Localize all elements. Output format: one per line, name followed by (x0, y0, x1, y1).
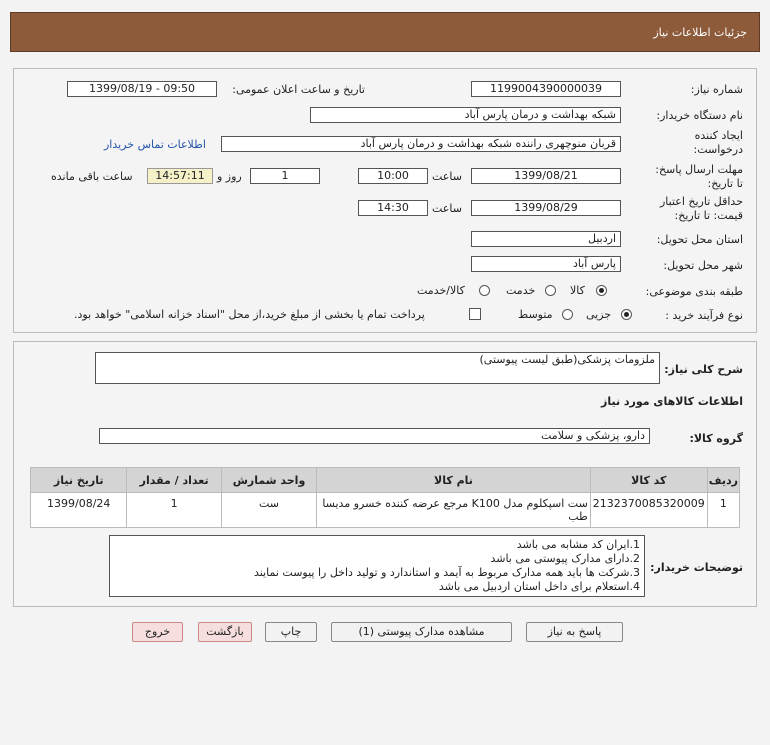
contact-buyer-link[interactable]: اطلاعات تماس خریدار (104, 138, 206, 151)
attachments-button[interactable]: مشاهده مدارک پیوستی (1) (331, 622, 512, 642)
category-radio-goods-service[interactable] (479, 285, 490, 296)
buyer-notes-label: توضیحات خریدار: (650, 561, 743, 574)
page-title: جزئیات اطلاعات نیاز (653, 26, 747, 39)
buyer-org-field: شبکه بهداشت و درمان پارس آباد (310, 107, 621, 123)
cell-qty: 1 (127, 493, 222, 528)
col-header-code: کد کالا (590, 468, 707, 493)
validity-time-label: ساعت (432, 202, 462, 215)
reply-button[interactable]: پاسخ به نیاز (526, 622, 623, 642)
page-header (10, 12, 760, 52)
process-radio-minor[interactable] (621, 309, 632, 320)
days-label: روز و (217, 170, 242, 183)
category-option-service: خدمت (506, 284, 536, 297)
process-option-medium: متوسط (518, 308, 553, 321)
category-label: طبقه بندی موضوعی: (645, 285, 743, 298)
treasury-checkbox[interactable] (469, 308, 481, 320)
cell-date: 1399/08/24 (31, 493, 127, 528)
province-label: استان محل تحویل: (656, 233, 743, 246)
city-field: پارس آباد (471, 256, 621, 272)
remaining-label: ساعت باقی مانده (51, 170, 133, 183)
city-label: شهر محل تحویل: (663, 259, 743, 272)
col-header-date: تاریخ نیاز (31, 468, 127, 493)
goods-info-title: اطلاعات کالاهای مورد نیاز (601, 395, 743, 408)
goods-group-label: گروه کالا: (689, 432, 743, 445)
category-radio-goods[interactable] (596, 285, 607, 296)
announce-label: تاریخ و ساعت اعلان عمومی: (232, 83, 365, 96)
days-field: 1 (250, 168, 320, 184)
note-line: 1.ایران کد مشابه می باشد (516, 538, 640, 551)
cell-code: 2132370085320009 (590, 493, 707, 528)
info-panel (13, 68, 757, 333)
creator-field: قربان منوچهری راننده شبکه بهداشت و درمان پارس آباد (221, 136, 621, 152)
province-field: اردبیل (471, 231, 621, 247)
category-option-goods: کالا (570, 284, 585, 297)
validity-label: حداقل تاریخ اعتبار قیمت: تا تاریخ: (659, 195, 743, 222)
col-header-unit: واحد شمارش (221, 468, 316, 493)
general-desc-label: شرح کلی نیاز: (664, 363, 743, 376)
cell-index: 1 (707, 493, 739, 528)
col-header-qty: تعداد / مقدار (127, 468, 222, 493)
back-button[interactable]: بازگشت (198, 622, 252, 642)
validity-date-field: 1399/08/29 (471, 200, 621, 216)
note-line: 4.استعلام برای داخل استان اردبیل می باشد (438, 580, 640, 593)
process-label: نوع فرآیند خرید : (665, 309, 743, 322)
goods-table (30, 467, 740, 528)
details-panel (13, 341, 757, 607)
creator-label: ایجاد کننده درخواست: (693, 129, 743, 156)
remaining-time-field: 14:57:11 (147, 168, 213, 184)
process-option-minor: جزیی (586, 308, 612, 321)
deadline-date-field: 1399/08/21 (471, 168, 621, 184)
need-number-label: شماره نیاز: (690, 83, 743, 96)
deadline-label: مهلت ارسال پاسخ: تا تاریخ: (655, 163, 743, 190)
note-line: 2.دارای مدارک پیوستی می باشد (490, 552, 640, 565)
validity-time-field: 14:30 (358, 200, 428, 216)
cell-unit: ست (221, 493, 316, 528)
col-header-name: نام کالا (317, 468, 591, 493)
print-button[interactable]: چاپ (265, 622, 317, 642)
table-row (31, 493, 740, 528)
buyer-notes-box (109, 535, 645, 597)
cell-name: ست اسپکلوم مدل K100 مرجع عرضه کننده خسرو مدیسا طب (317, 493, 591, 528)
col-header-index: ردیف (707, 468, 739, 493)
general-desc-field: ملزومات پزشکی(طبق لیست پیوستی) (95, 352, 660, 384)
process-radio-medium[interactable] (562, 309, 573, 320)
announce-field: 1399/08/19 - 09:50 (67, 81, 217, 97)
buyer-org-label: نام دستگاه خریدار: (656, 109, 743, 122)
exit-button[interactable]: خروج (132, 622, 183, 642)
deadline-time-field: 10:00 (358, 168, 428, 184)
payment-note: پرداخت تمام یا بخشی از مبلغ خرید،از محل "اسناد خزانه اسلامی" خواهد بود. (74, 308, 425, 321)
deadline-time-label: ساعت (432, 170, 462, 183)
goods-group-field: دارو، پزشکی و سلامت (99, 428, 650, 444)
category-radio-service[interactable] (545, 285, 556, 296)
need-number-field: 1199004390000039 (471, 81, 621, 97)
category-option-goods-service: کالا/خدمت (417, 284, 465, 297)
note-line: 3.شرکت ها باید همه مدارک مربوط به آیمد و استاندارد و تولید داخل را پیوست نمایند (253, 566, 640, 579)
